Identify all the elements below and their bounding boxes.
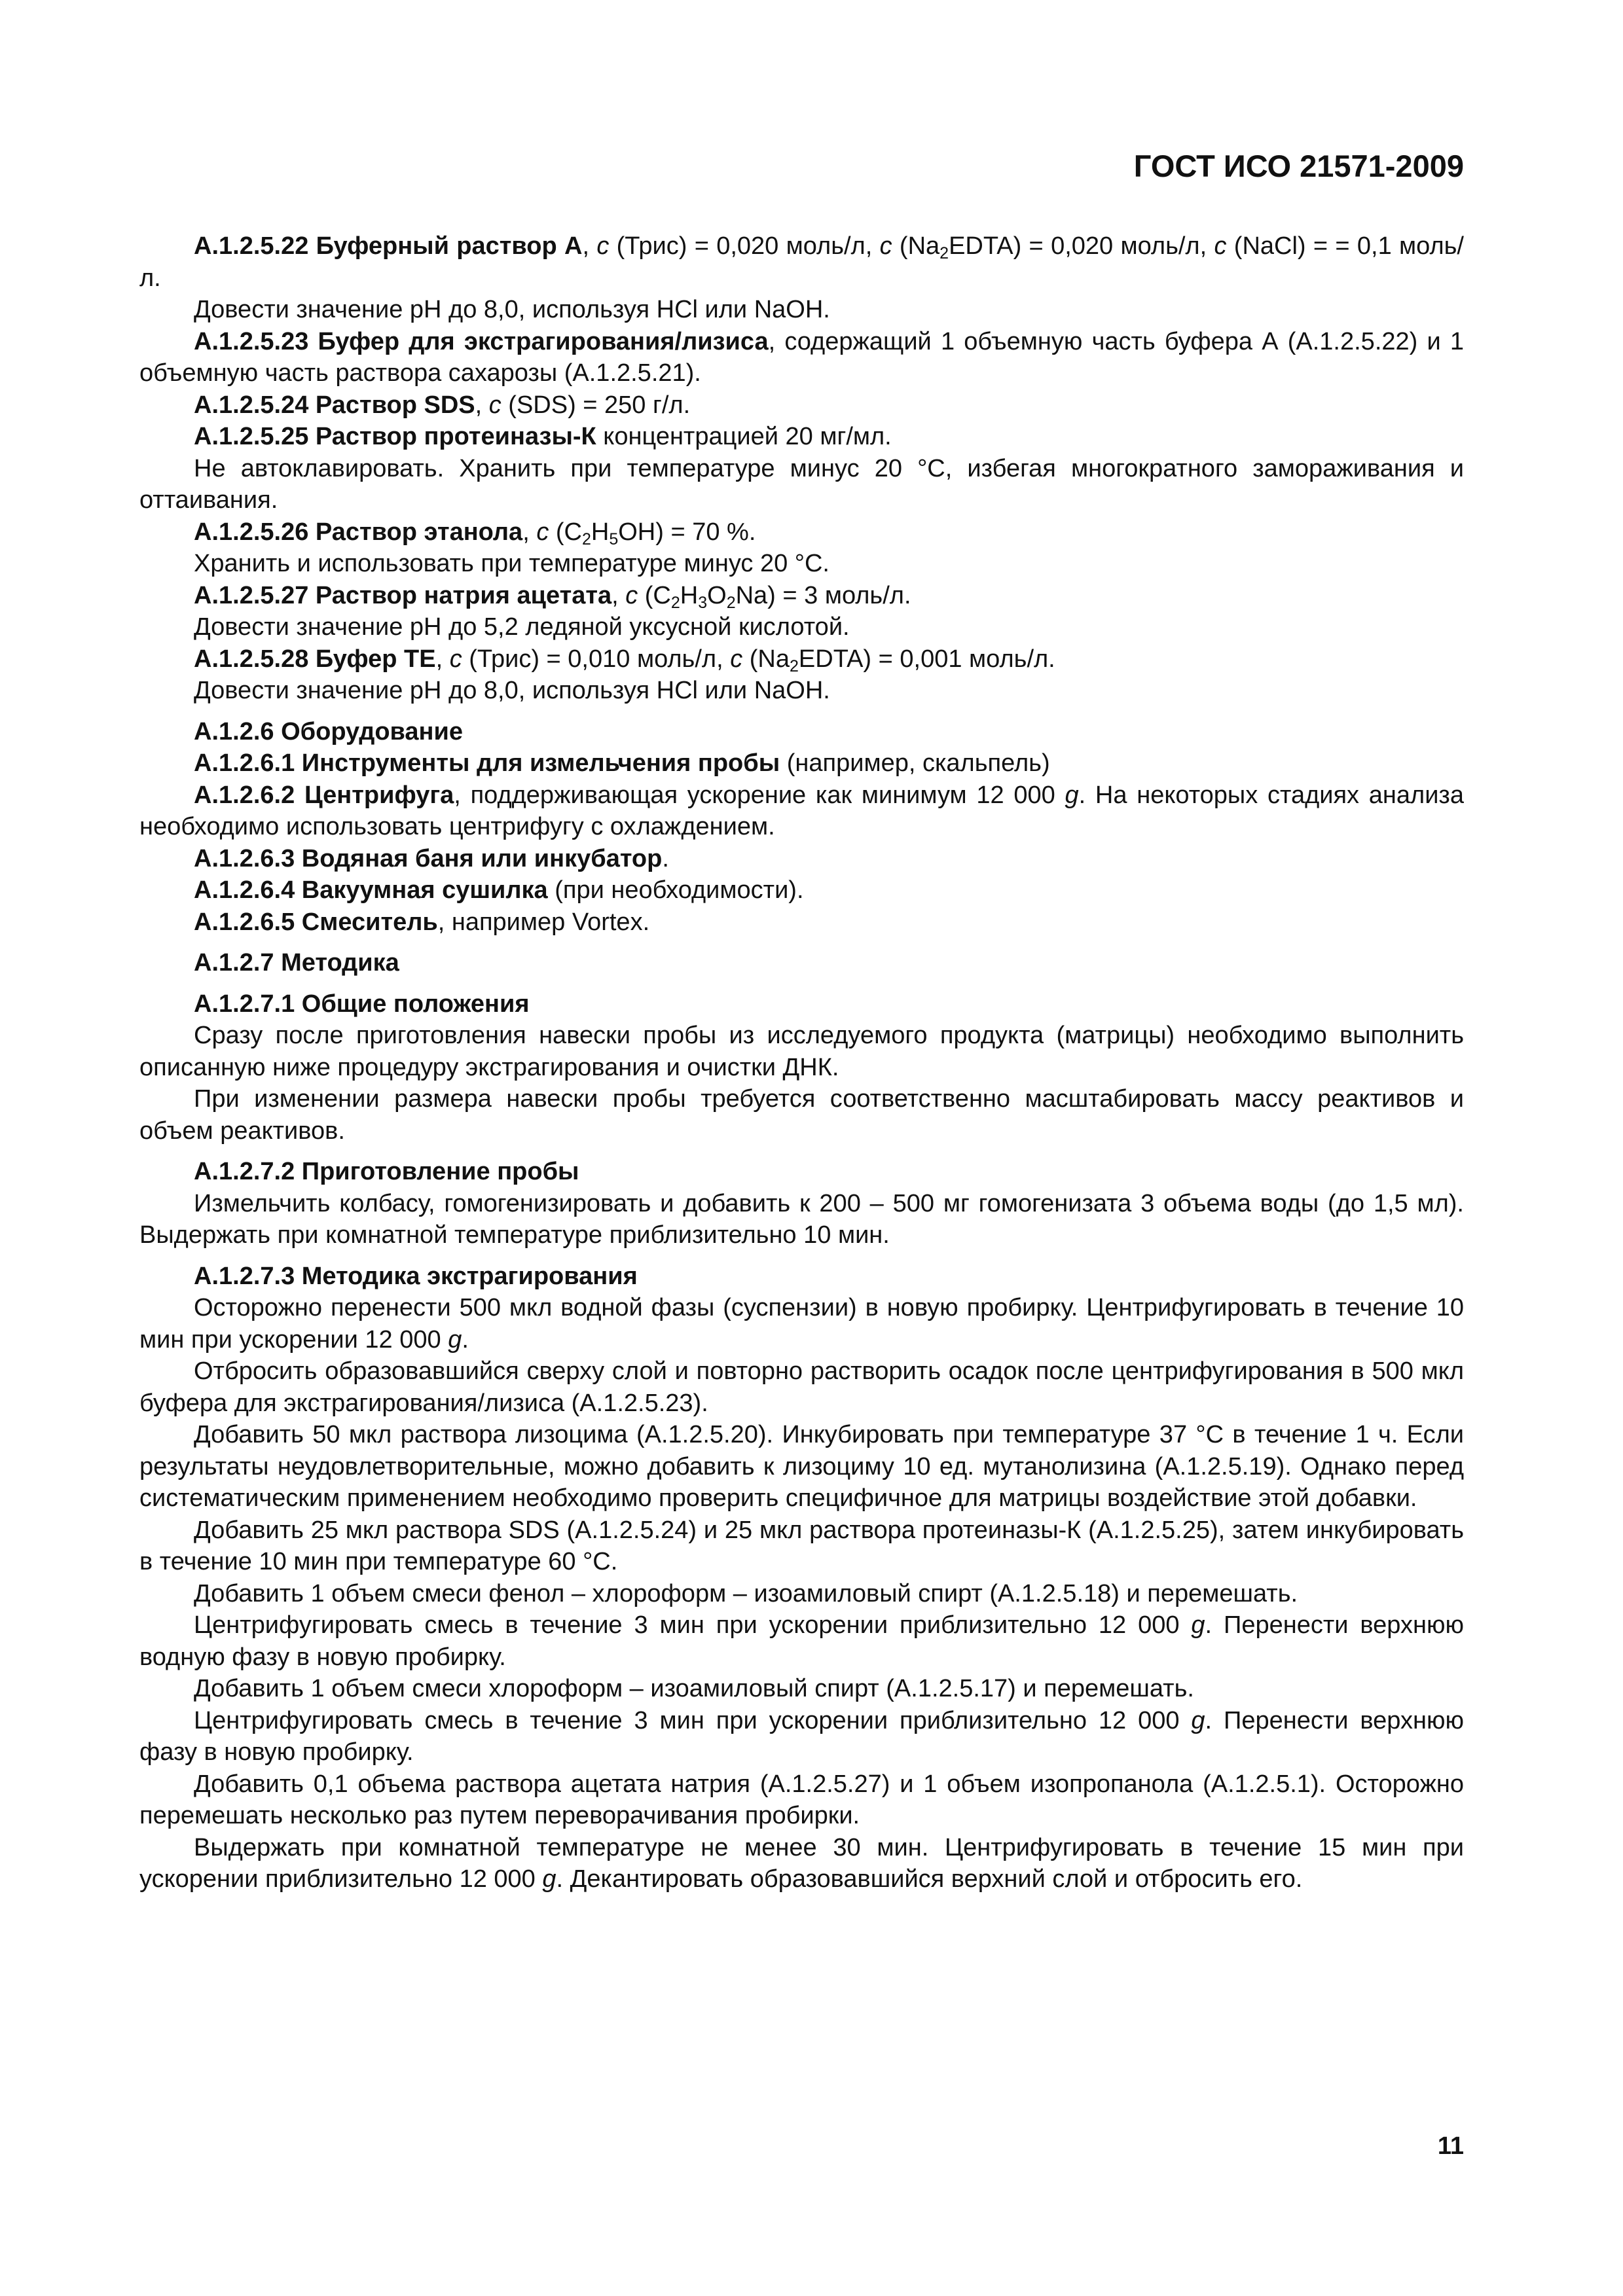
- paragraph: Осторожно перенести 500 мкл водной фазы (суспензии) в новую пробирку. Центрифугировать в течение 10 мин при ускорении 12 000 g.: [139, 1294, 1464, 1354]
- document-header: ГОСТ ИСО 21571-2009: [1133, 149, 1464, 183]
- paragraph: Довести значение pH до 5,2 ледяной уксусной кислотой.: [194, 613, 850, 641]
- paragraph: Добавить 1 объем смеси хлороформ – изоамиловый спирт (А.1.2.5.17) и перемешать.: [194, 1675, 1194, 1702]
- clause-number: А.1.2.5.22: [194, 232, 309, 260]
- clause-title: Вакуумная сушилка: [301, 876, 548, 904]
- clause-title: Раствор SDS: [315, 391, 475, 419]
- clause-title: Водяная баня или инкубатор: [301, 844, 663, 872]
- clause-title: Буфер для экстрагирования/лизиса: [318, 327, 769, 355]
- paragraph: Добавить 25 мкл раствора SDS (А.1.2.5.24) и 25 мкл раствора протеиназы-К (А.1.2.5.25), затем инкубировать в течение 10 мин при температуре 60 °С.: [139, 1516, 1464, 1575]
- paragraph: Измельчить колбасу, гомогенизировать и добавить к 200 – 500 мг гомогенизата 3 объема воды (до 1,5 мл). Выдержать при комнатной температуре приблизительно 10 мин.: [139, 1189, 1464, 1249]
- section-heading: А.1.2.6 Оборудование: [194, 717, 463, 745]
- clause-title: Смеситель: [301, 908, 438, 936]
- para-te-buffer: А.1.2.5.28 Буфер ТЕ, c (Трис) = 0,010 моль/л, c $(Na_2EDTA) = 0,001$ моль/л.: [194, 645, 1055, 675]
- clause-number: А.1.2.5.23: [194, 327, 309, 355]
- para-proteinase: А.1.2.5.25 Раствор протеиназы-К концентрацией 20 мг/мл.: [194, 423, 892, 450]
- clause-number: А.1.2.5.25: [194, 423, 309, 450]
- clause-title: Инструменты для измельчения пробы: [301, 749, 780, 777]
- clause-number: А.1.2.5.27: [194, 581, 309, 609]
- clause-number: А.1.2.5.28: [194, 645, 309, 673]
- paragraph: Выдержать при комнатной температуре не менее 30 мин. Центрифугировать в течение 15 мин при ускорении приблизительно 12 000 g. Декантировать образовавшийся верхний слой и отбросить его.: [139, 1833, 1464, 1893]
- clause-title: Раствор натрия ацетата: [315, 581, 612, 609]
- para-instruments: А.1.2.6.1 Инструменты для измельчения пробы (например, скальпель): [194, 749, 1050, 777]
- document-body: [139, 230, 1464, 1895]
- clause-number: А.1.2.6.5: [194, 908, 295, 936]
- clause-title: Буферный раствор А: [316, 232, 583, 260]
- paragraph: Довести значение pH до 8,0, используя HCl или NaOH.: [194, 677, 830, 704]
- para-sds: А.1.2.5.24 Раствор SDS, c (SDS) = 250 г/л.: [194, 391, 691, 419]
- clause-title: Буфер ТЕ: [315, 645, 436, 673]
- paragraph: Отбросить образовавшийся сверху слой и повторно растворить осадок после центрифугирования в 500 мкл буфера для экстрагирования/лизиса (А.1.2.5.23).: [139, 1357, 1464, 1417]
- section-heading: А.1.2.7 Методика: [194, 949, 399, 977]
- para-centrifuge: А.1.2.6.2 Центрифуга, поддерживающая ускорение как минимум 12 000 g. На некоторых стадиях анализа необходимо использовать центрифугу с охлаждением.: [139, 781, 1464, 840]
- paragraph: При изменении размера навески пробы требуется соответственно масштабировать массу реактивов и объем реактивов.: [139, 1085, 1464, 1145]
- paragraph: Центрифугировать смесь в течение 3 мин при ускорении приблизительно 12 000 g. Перенести верхнюю фазу в новую пробирку.: [139, 1706, 1464, 1766]
- clause-number: А.1.2.5.24: [194, 391, 309, 419]
- para-water-bath: А.1.2.6.3 Водяная баня или инкубатор.: [194, 844, 669, 872]
- paragraph: Добавить 50 мкл раствора лизоцима (А.1.2.5.20). Инкубировать при температуре 37 °С в течение 1 ч. Если результаты неудовлетворительные, можно добавить к лизоциму 10 ед. мутанолизина (А.1.2.5.19). Однако перед систематическим применением необходимо проверить специфичное для матрицы воздействие этой добавки.: [139, 1421, 1464, 1512]
- para-vacuum-dryer: А.1.2.6.4 Вакуумная сушилка (при необходимости).: [194, 876, 804, 904]
- clause-title: Центрифуга: [304, 781, 454, 809]
- paragraph: Добавить 0,1 объема раствора ацетата натрия (А.1.2.5.27) и 1 объем изопропанола (А.1.2.5.1). Осторожно перемешать несколько раз путем переворачивания пробирки.: [139, 1770, 1464, 1829]
- clause-number: А.1.2.6.1: [194, 749, 295, 777]
- paragraph: Не автоклавировать. Хранить при температуре минус 20 °С, избегая многократного замораживания и оттаивания.: [139, 454, 1464, 514]
- clause-number: А.1.2.6.2: [194, 781, 295, 809]
- section-heading: А.1.2.7.2 Приготовление пробы: [194, 1158, 579, 1185]
- para-mixer: А.1.2.6.5 Смеситель, например Vortex.: [194, 908, 650, 936]
- para-sodium-acetate: А.1.2.5.27 Раствор натрия ацетата, c $(C_2H_3O_2Na) = 3$ моль/л.: [194, 581, 911, 612]
- clause-number: А.1.2.5.26: [194, 518, 309, 546]
- para-ethanol: А.1.2.5.26 Раствор этанола, c $(C_2H_5OH) = 70$ %.: [194, 518, 756, 548]
- paragraph: Сразу после приготовления навески пробы из исследуемого продукта (матрицы) необходимо выполнить описанную ниже процедуру экстрагирования и очистки ДНК.: [139, 1022, 1464, 1081]
- section-heading: А.1.2.7.1 Общие положения: [194, 990, 530, 1018]
- para-buffer-a: А.1.2.5.22 Буферный раствор А, c (Трис) = 0,020 моль/л, c $(Na_2EDTA) = 0,020$ моль/л, c (NaCl) = = 0,1 моль/л.: [139, 232, 1464, 292]
- paragraph: Хранить и использовать при температуре минус 20 °С.: [194, 550, 830, 577]
- para-lysis-buffer: А.1.2.5.23 Буфер для экстрагирования/лизиса, содержащий 1 объемную часть буфера А (А.1.2.5.22) и 1 объемную часть раствора сахарозы (А.1.2.5.21).: [139, 327, 1465, 387]
- paragraph: Добавить 1 объем смеси фенол – хлороформ – изоамиловый спирт (А.1.2.5.18) и перемешать.: [194, 1579, 1298, 1607]
- clause-number: А.1.2.6.3: [194, 844, 295, 872]
- clause-title: Раствор протеиназы-К: [315, 423, 596, 450]
- page-number: 11: [1437, 2132, 1464, 2160]
- clause-number: А.1.2.6.4: [194, 876, 295, 904]
- clause-title: Раствор этанола: [315, 518, 523, 546]
- paragraph: Центрифугировать смесь в течение 3 мин при ускорении приблизительно 12 000 g. Перенести верхнюю водную фазу в новую пробирку.: [139, 1611, 1464, 1671]
- paragraph: Довести значение pH до 8,0, используя HCl или NaOH.: [194, 296, 830, 323]
- section-heading: А.1.2.7.3 Методика экстрагирования: [194, 1262, 638, 1290]
